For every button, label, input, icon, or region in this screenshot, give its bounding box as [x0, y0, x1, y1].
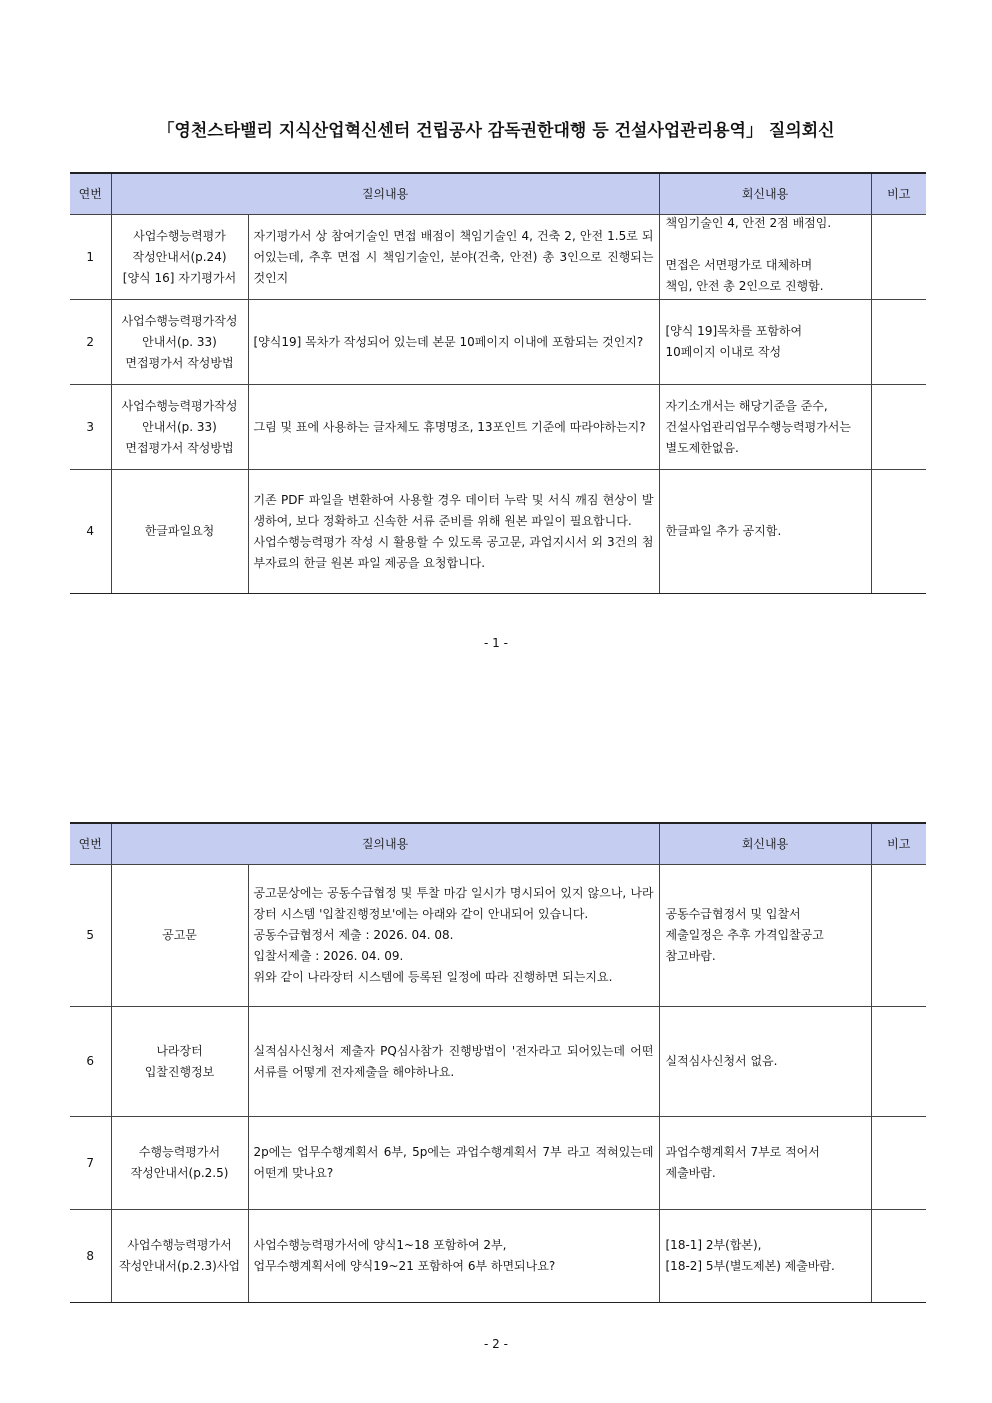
row-note: [871, 300, 926, 385]
row-answer: [양식 19]목차를 포함하여 10페이지 이내로 작성: [659, 300, 871, 385]
header-no: 연번: [70, 823, 111, 865]
row-category: 수행능력평가서 작성안내서(p.2.5): [111, 1117, 248, 1210]
header-answer: 회신내용: [659, 173, 871, 215]
header-answer: 회신내용: [659, 823, 871, 865]
row-number: 5: [70, 865, 111, 1007]
row-answer: 실적심사신청서 없음.: [659, 1007, 871, 1117]
row-number: 2: [70, 300, 111, 385]
row-question: 그림 및 표에 사용하는 글자체도 휴명명조, 13포인트 기준에 따라야하는지?: [248, 385, 659, 470]
qa-table-page-2: [70, 822, 926, 1303]
row-note: [871, 1117, 926, 1210]
row-question: 2p에는 업무수행계획서 6부, 5p에는 과업수행계획서 7부 라고 적혀있는데 어떤게 맞나요?: [248, 1117, 659, 1210]
row-note: [871, 470, 926, 594]
qa-table-page-1: [70, 172, 926, 594]
row-number: 6: [70, 1007, 111, 1117]
row-category: 사업수행능력평가서 작성안내서(p.2.3)사업: [111, 1210, 248, 1303]
row-note: [871, 385, 926, 470]
row-category: 사업수행능력평가작성 안내서(p. 33) 면접평가서 작성방법: [111, 300, 248, 385]
row-number: 7: [70, 1117, 111, 1210]
row-note: [871, 1007, 926, 1117]
row-question: 실적심사신청서 제출자 PQ심사참가 진행방법이 '전자라고 되어있는데 어떤 서류를 어떻게 전자제출을 해야하나요.: [248, 1007, 659, 1117]
row-answer: 한글파일 추가 공지함.: [659, 470, 871, 594]
table-row: [70, 1210, 926, 1303]
row-answer: 공동수급협정서 및 입찰서 제출일정은 추후 가격입찰공고 참고바람.: [659, 865, 871, 1007]
table-header-row: [70, 823, 926, 865]
row-question: 공고문상에는 공동수급협정 및 투찰 마감 일시가 명시되어 있지 않으나, 나라장터 시스템 '입찰진행정보'에는 아래와 같이 안내되어 있습니다. 공동수급협정서 제출 : 2026. 04. 08. 입찰서제출 : 2026. 04. 09. 위와 같이 나라장터 시스템에 등록된 일정에 따라 진행하면 되는지요.: [248, 865, 659, 1007]
table-row: [70, 300, 926, 385]
table-row: [70, 470, 926, 594]
row-number: 3: [70, 385, 111, 470]
row-note: [871, 1210, 926, 1303]
header-note: 비고: [871, 173, 926, 215]
table-row: [70, 1007, 926, 1117]
header-no: 연번: [70, 173, 111, 215]
row-question: 기존 PDF 파일을 변환하여 사용할 경우 데이터 누락 및 서식 깨짐 현상이 발생하여, 보다 정확하고 신속한 서류 준비를 위해 원본 파일이 필요합니다. 사업수행능력평가 작성 시 활용할 수 있도록 공고문, 과업지시서 외 3건의 첨부자료의 한글 원본 파일 제공을 요청합니다.: [248, 470, 659, 594]
row-category: 사업수행능력평가 작성안내서(p.24) [양식 16] 자기평가서: [111, 215, 248, 300]
row-number: 1: [70, 215, 111, 300]
row-category: 한글파일요청: [111, 470, 248, 594]
row-category: 나라장터 입찰진행정보: [111, 1007, 248, 1117]
page-number: - 1 -: [484, 636, 508, 650]
table-header-row: [70, 173, 926, 215]
row-question: 사업수행능력평가서에 양식1~18 포함하여 2부, 업무수행계획서에 양식19~21 포함하여 6부 하면되나요?: [248, 1210, 659, 1303]
row-note: [871, 215, 926, 300]
row-number: 8: [70, 1210, 111, 1303]
header-note: 비고: [871, 823, 926, 865]
table-row: [70, 865, 926, 1007]
row-answer: 과업수행계획서 7부로 적어서 제출바람.: [659, 1117, 871, 1210]
document-title: 「영천스타밸리 지식산업혁신센터 건립공사 감독권한대행 등 건설사업관리용역」 질의회신: [157, 121, 835, 141]
row-answer: [18-1] 2부(합본), [18-2] 5부(별도제본) 제출바람.: [659, 1210, 871, 1303]
row-number: 4: [70, 470, 111, 594]
header-question: 질의내용: [111, 823, 659, 865]
row-note: [871, 865, 926, 1007]
row-answer: 자기소개서는 해당기준을 준수, 건설사업관리업무수행능력평가서는 별도제한없음.: [659, 385, 871, 470]
row-answer: 책임기술인 4, 안전 2점 배점임. 면접은 서면평가로 대체하며 책임, 안전 총 2인으로 진행함.: [659, 215, 871, 300]
table-row: [70, 385, 926, 470]
header-question: 질의내용: [111, 173, 659, 215]
page-number: - 2 -: [484, 1337, 508, 1351]
row-category: 사업수행능력평가작성 안내서(p. 33) 면접평가서 작성방법: [111, 385, 248, 470]
table-row: [70, 1117, 926, 1210]
row-question: 자기평가서 상 참여기술인 면접 배점이 책임기술인 4, 건축 2, 안전 1.5로 되어있는데, 추후 면접 시 책임기술인, 분야(건축, 안전) 총 3인으로 진행되는 것인지: [248, 215, 659, 300]
table-row: [70, 215, 926, 300]
row-question: [양식19] 목차가 작성되어 있는데 본문 10페이지 이내에 포함되는 것인지?: [248, 300, 659, 385]
row-category: 공고문: [111, 865, 248, 1007]
